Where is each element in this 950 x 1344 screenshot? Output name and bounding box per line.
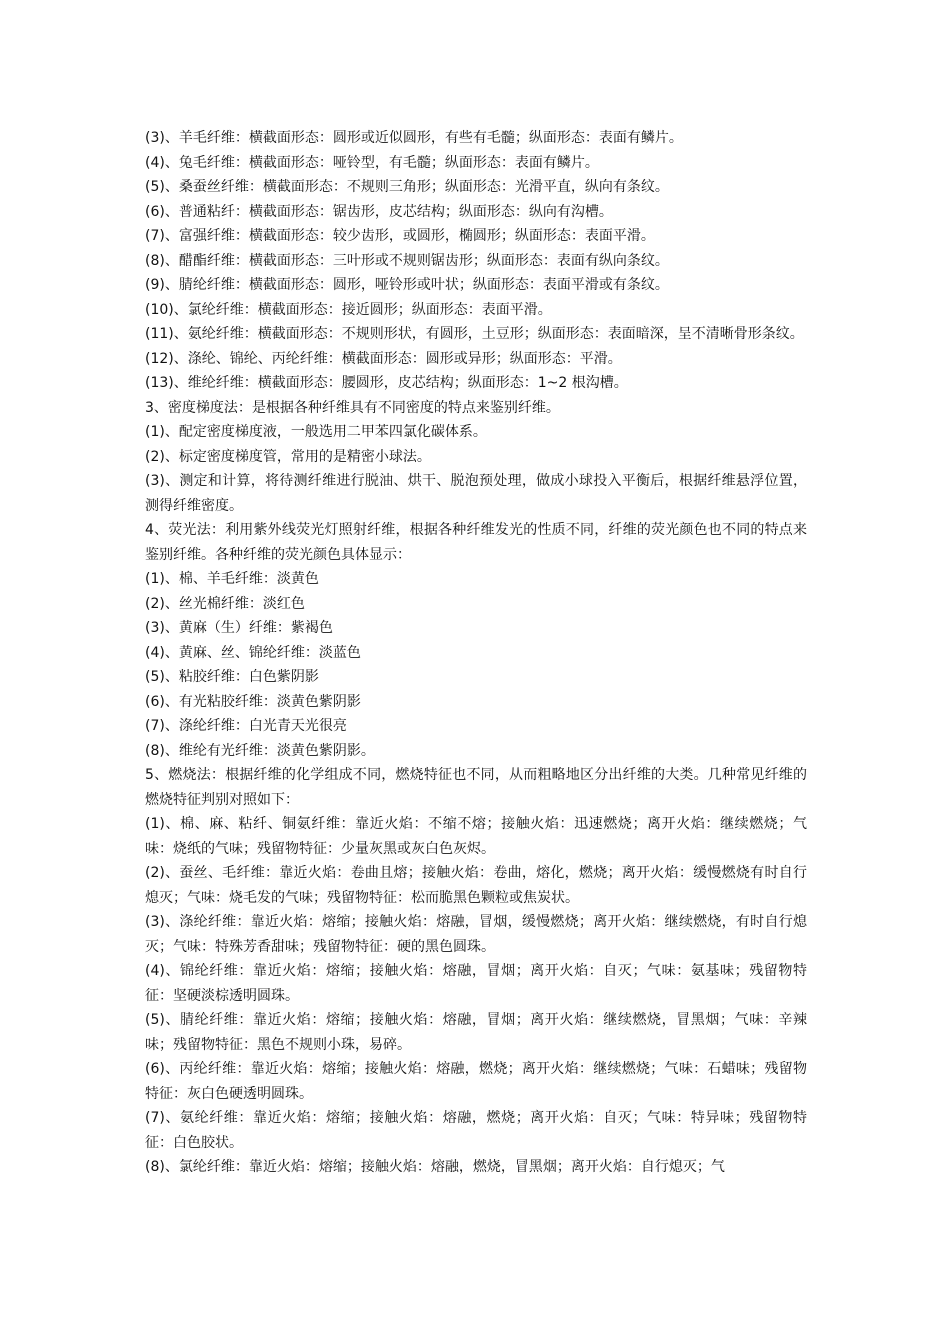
paragraph: (12)、涤纶、锦纶、丙纶纤维：横截面形态：圆形或异形；纵面形态：平滑。 bbox=[145, 350, 622, 367]
paragraph: (5)、腈纶纤维：靠近火焰：熔缩；接触火焰：熔融，冒烟；离开火焰：继续燃烧，冒黑烟；气味：辛辣味；残留物特征：黑色不规则小珠，易碎。 bbox=[145, 1012, 807, 1053]
paragraph: (5)、粘胶纤维：白色紫阴影 bbox=[145, 669, 319, 685]
paragraph: (4)、兔毛纤维：横截面形态：哑铃型，有毛髓；纵面形态：表面有鳞片。 bbox=[145, 154, 599, 171]
paragraph: (7)、富强纤维：横截面形态：较少齿形，或圆形，椭圆形；纵面形态：表面平滑。 bbox=[145, 228, 655, 244]
paragraph: (3)、黄麻（生）纤维：紫褐色 bbox=[145, 620, 333, 636]
paragraph: (11)、氨纶纤维：横截面形态：不规则形状，有圆形，土豆形；纵面形态：表面暗深，呈不清晰骨形条纹。 bbox=[145, 326, 804, 342]
paragraph: (3)、涤纶纤维：靠近火焰：熔缩；接触火焰：熔融，冒烟，缓慢燃烧；离开火焰：继续燃烧，有时自行熄灭；气味：特殊芳香甜味；残留物特征：硬的黑色圆珠。 bbox=[145, 914, 807, 955]
section-heading: 5、燃烧法：根据纤维的化学组成不同，燃烧特征也不同，从而粗略地区分出纤维的大类。几种常见纤维的燃烧特征判别对照如下： bbox=[145, 767, 807, 808]
paragraph: (4)、锦纶纤维：靠近火焰：熔缩；接触火焰：熔融，冒烟；离开火焰：自灭；气味：氨基味；残留物特征：坚硬淡棕透明圆珠。 bbox=[145, 963, 807, 1004]
paragraph: (2)、标定密度梯度管，常用的是精密小球法。 bbox=[145, 448, 431, 465]
paragraph: (8)、维纶有光纤维：淡黄色紫阴影。 bbox=[145, 742, 375, 759]
document-body bbox=[145, 126, 807, 1180]
paragraph: (2)、蚕丝、毛纤维：靠近火焰：卷曲且熔；接触火焰：卷曲，熔化，燃烧；离开火焰：缓慢燃烧有时自行熄灭；气味：烧毛发的气味；残留物特征：松而脆黑色颗粒或焦炭状。 bbox=[145, 865, 807, 906]
paragraph: (3)、测定和计算，将待测纤维进行脱油、烘干、脱泡预处理，做成小球投入平衡后，根据纤维悬浮位置，测得纤维密度。 bbox=[145, 473, 807, 514]
paragraph: (3)、羊毛纤维：横截面形态：圆形或近似圆形，有些有毛髓；纵面形态：表面有鳞片。 bbox=[145, 130, 683, 146]
paragraph: (2)、丝光棉纤维：淡红色 bbox=[145, 595, 305, 612]
paragraph: (7)、涤纶纤维：白光青天光很亮 bbox=[145, 718, 347, 734]
paragraph: (8)、氯纶纤维：靠近火焰：熔缩；接触火焰：熔融，燃烧，冒黑烟；离开火焰：自行熄灭；气 bbox=[145, 1159, 725, 1175]
section-heading: 4、荧光法：利用紫外线荧光灯照射纤维，根据各种纤维发光的性质不同，纤维的荧光颜色也不同的特点来鉴别纤维。各种纤维的荧光颜色具体显示： bbox=[145, 522, 807, 563]
paragraph: (8)、醋酯纤维：横截面形态：三叶形或不规则锯齿形；纵面形态：表面有纵向条纹。 bbox=[145, 252, 669, 269]
paragraph: (9)、腈纶纤维：横截面形态：圆形，哑铃形或叶状；纵面形态：表面平滑或有条纹。 bbox=[145, 277, 669, 293]
paragraph: (7)、氨纶纤维：靠近火焰：熔缩；接触火焰：熔融，燃烧；离开火焰：自灭；气味：特异味；残留物特征：白色胶状。 bbox=[145, 1110, 807, 1151]
paragraph: (4)、黄麻、丝、锦纶纤维：淡蓝色 bbox=[145, 644, 361, 661]
paragraph: (6)、有光粘胶纤维：淡黄色紫阴影 bbox=[145, 693, 361, 710]
paragraph: (1)、棉、羊毛纤维：淡黄色 bbox=[145, 571, 319, 587]
paragraph: (5)、桑蚕丝纤维：横截面形态：不规则三角形；纵面形态：光滑平直，纵向有条纹。 bbox=[145, 179, 669, 195]
paragraph: (6)、普通粘纤：横截面形态：锯齿形，皮芯结构；纵面形态：纵向有沟槽。 bbox=[145, 203, 613, 220]
section-heading: 3、密度梯度法：是根据各种纤维具有不同密度的特点来鉴别纤维。 bbox=[145, 399, 560, 416]
paragraph: (6)、丙纶纤维：靠近火焰：熔缩；接触火焰：熔融，燃烧；离开火焰：继续燃烧；气味：石蜡味；残留物特征：灰白色硬透明圆珠。 bbox=[145, 1061, 807, 1102]
paragraph: (1)、配定密度梯度液，一般选用二甲苯四氯化碳体系。 bbox=[145, 424, 487, 440]
paragraph: (1)、棉、麻、粘纤、铜氨纤维：靠近火焰：不缩不熔；接触火焰：迅速燃烧；离开火焰：继续燃烧；气味：烧纸的气味；残留物特征：少量灰黑或灰白色灰烬。 bbox=[145, 816, 807, 857]
paragraph: (13)、维纶纤维：横截面形态：腰圆形，皮芯结构；纵面形态：1~2 根沟槽。 bbox=[145, 375, 628, 391]
paragraph: (10)、氯纶纤维：横截面形态：接近圆形；纵面形态：表面平滑。 bbox=[145, 301, 552, 318]
